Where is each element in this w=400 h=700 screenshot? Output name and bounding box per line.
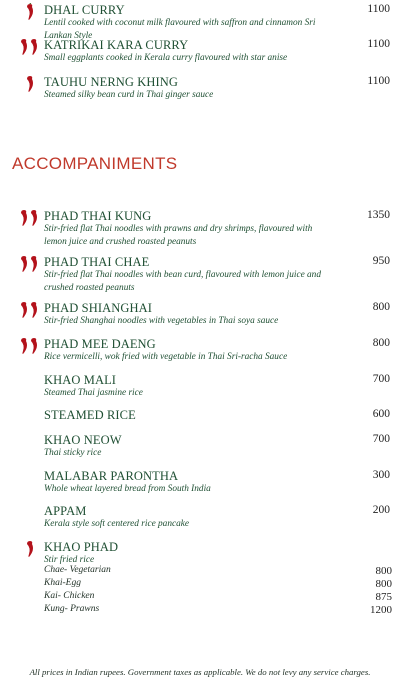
red-chili-icon: [18, 337, 42, 355]
item-price: 1100: [367, 75, 390, 87]
red-chili-icon: [18, 255, 42, 273]
item-name: PHAD THAI CHAE: [44, 255, 150, 269]
item-price: 1100: [367, 38, 390, 50]
variant-label: Khai-Egg: [44, 578, 81, 588]
item-name: PHAD THAI KUNG: [44, 209, 152, 223]
item-price: 700: [372, 373, 390, 385]
variant-price: 1200: [370, 604, 392, 616]
variant-price: 875: [375, 591, 392, 603]
item-name: MALABAR PARONTHA: [44, 469, 179, 483]
item-name: KHAO NEOW: [44, 433, 122, 447]
item-name: APPAM: [44, 504, 87, 518]
variant-row: [44, 578, 392, 591]
item-price: 800: [372, 337, 390, 349]
item-name: PHAD MEE DAENG: [44, 337, 156, 351]
item-price: 800: [372, 301, 390, 313]
item-description: Stir fried rice: [44, 555, 95, 565]
item-description: Rice vermicelli, wok fried with vegetable in Thai Sri-racha Sauce: [44, 352, 288, 362]
item-name: STEAMED RICE: [44, 408, 136, 422]
item-name: KATRIKAI KARA CURRY: [44, 38, 189, 52]
red-chili-icon: [18, 209, 42, 227]
variant-row: [44, 591, 392, 604]
item-description: Thai sticky rice: [44, 448, 102, 458]
item-name: KHAO MALI: [44, 373, 117, 387]
variant-label: Chae- Vegetarian: [44, 565, 111, 575]
item-price: 1100: [367, 3, 390, 15]
item-description: Kerala style soft centered rice pancake: [44, 519, 190, 529]
item-description: Steamed Thai jasmine rice: [44, 388, 143, 398]
item-description: Whole wheat layered bread from South India: [44, 484, 211, 494]
item-description: Lentil cooked with coconut milk flavoured with saffron and cinnamon Sri Lankan Style: [44, 18, 316, 41]
item-description: Stir-fried flat Thai noodles with bean curd, flavoured with lemon juice and crushed roasted peanuts: [44, 270, 321, 293]
variant-label: Kai- Chicken: [44, 591, 95, 601]
item-description: Stir-fried flat Thai noodles with prawns and dry shrimps, flavoured with lemon juice and crushed roasted peanuts: [44, 224, 313, 247]
item-price: 700: [372, 433, 390, 445]
red-chili-icon: [18, 38, 42, 56]
variant-price: 800: [375, 565, 392, 577]
item-name: PHAD SHIANGHAI: [44, 301, 152, 315]
item-name: DHAL CURRY: [44, 3, 125, 17]
item-name: TAUHU NERNG KHING: [44, 75, 179, 89]
item-price: 1350: [367, 209, 390, 221]
item-price: 950: [372, 255, 390, 267]
variant-row: [44, 565, 392, 578]
item-description: Small eggplants cooked in Kerala curry flavoured with star anise: [44, 53, 288, 63]
red-chili-icon: [18, 301, 42, 319]
item-price: 600: [372, 408, 390, 420]
variant-label: Kung- Prawns: [44, 604, 100, 614]
item-price: 300: [372, 469, 390, 481]
variant-row: [44, 604, 392, 617]
item-name: KHAO PHAD: [44, 540, 119, 554]
section-title: ACCOMPANIMENTS: [12, 154, 178, 173]
item-description: Steamed silky bean curd in Thai ginger sauce: [44, 90, 214, 100]
variant-price: 800: [375, 578, 392, 590]
item-description: Stir-fried Shanghai noodles with vegetables in Thai soya sauce: [44, 316, 279, 326]
item-price: 200: [372, 504, 390, 516]
footer-note: All prices in Indian rupees. Government taxes as applicable. We do not levy any service charges.: [29, 667, 371, 677]
